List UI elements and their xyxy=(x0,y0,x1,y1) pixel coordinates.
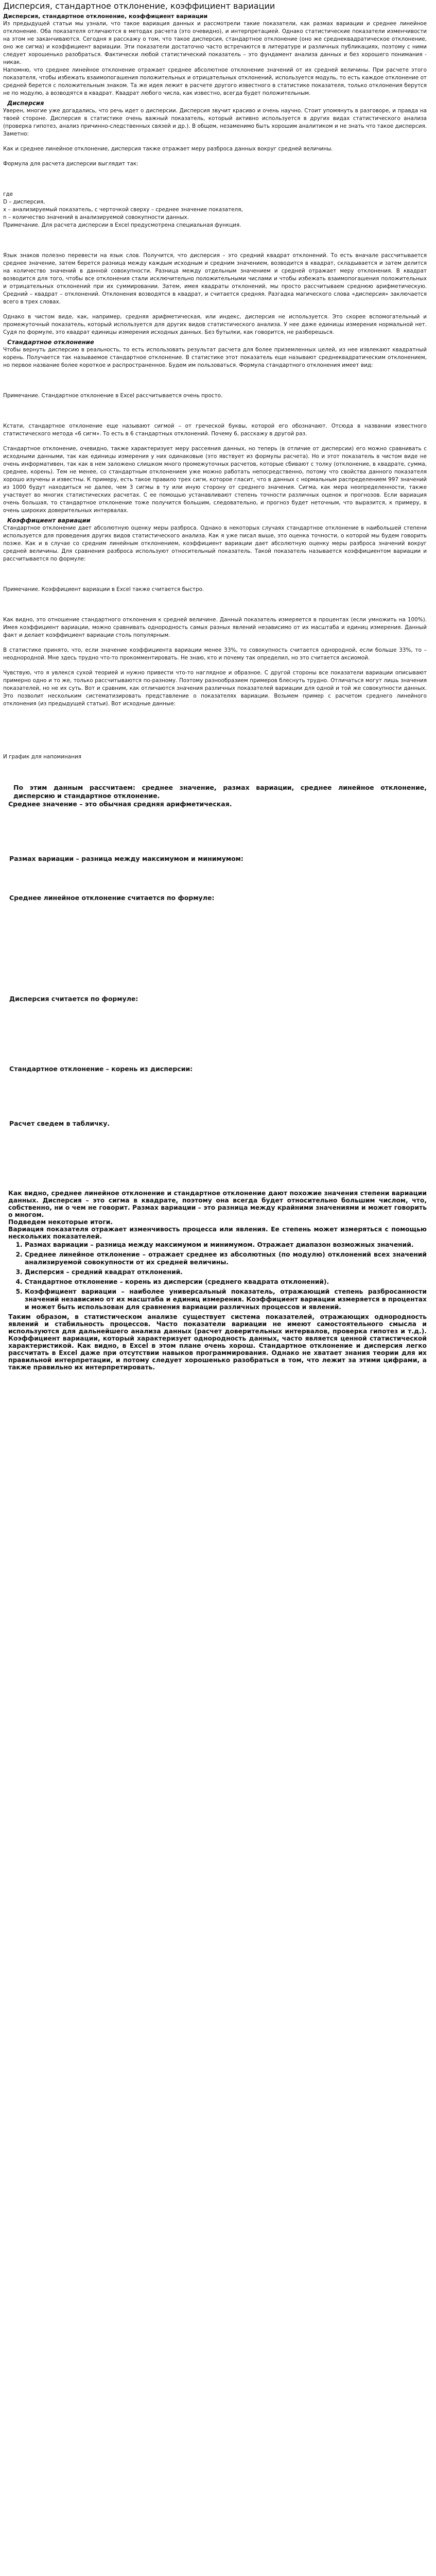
section-main-title: Дисперсия, стандартное отклонение, коэффициент вариации xyxy=(3,13,208,20)
summary-intro: По этим данным рассчитаем: среднее значение, размах вариации, среднее линейное отклонение, дисперсию и стандартное отклонение. xyxy=(13,784,427,800)
summary-table-caption: Расчет сведем в табличку. xyxy=(9,1120,110,1127)
list-item: 2. Среднее линейное отклонение – отражает среднее из абсолютных (по модулю) отклонений всех значений анализируемой совокупности от их средней величины. xyxy=(25,1251,427,1266)
summary-dispersion: Дисперсия считается по формуле: xyxy=(9,995,138,1003)
dispersion-formula-intro: Формула для расчета дисперсии выглядит так: xyxy=(3,161,138,167)
dispersion-paragraph-2: Как и среднее линейное отклонение, дисперсия также отражает меру разброса данных вокруг средней величины. xyxy=(3,146,333,152)
n-definition: n – количество значений в анализируемой совокупности данных. xyxy=(3,214,189,221)
dispersion-paragraph-1: Уверен, многие уже догадались, что речь идет о дисперсии. Дисперсия звучит красиво и очень научно. Стоит упомянуть в разговоре, и правда на твоей стороне. Дисперсия в статистике очень важный показатель, который активно используется в других видах статистического анализа (проверка гипотез, анализ причинно-следственных связей и др.). В общем, незаменимо быть хорошим аналитиком и не знать что такое дисперсия. Заметно: xyxy=(3,108,427,137)
std-heading: Стандартное отклонение xyxy=(7,338,94,346)
final-paragraph: Таким образом, в статистическом анализе существует система показателей, отражающих однородность явлений и стабильность процессов. Часто показатели вариации не имеют самостоятельного смысла и используются для дальнейшего анализа данных (расчет доверительных интервалов, проверка гипотез и т.д.). Коэффициент вариации, который характеризует однородность данных, часто является ценной статистической характеристикой. Как видно, в Excel в этом плане очень хорош. Стандартное отклонение и дисперсия легко рассчитать в Excel даже при отсутствии навыков программирования. Однако не хватает знания теории для их правильной интерпретации, и потому следует хорошенько разобраться в том, что лежит за этими цифрами, а также правильно их интерпретировать. xyxy=(8,1313,427,1371)
variation-measures-list xyxy=(3,1241,427,1311)
cv-heading: Коэффициент вариации xyxy=(7,517,91,524)
std-paragraph-2: Кстати, стандартное отклонение еще называют сигмой – от греческой буквы, которой его обозначают. Отсюда в названии известного статистического метода «6 сигм». То есть в 6 стандартных отклонений. Почему 6, расскажу в другой раз. xyxy=(3,423,427,437)
dispersion-paragraph-5: Однако в чистом виде, как, например, средняя арифметическая, или индекс, дисперсия не используется. Это скорее вспомогательный и промежуточный показатель, который используется для других видов статистического анализа. У нее даже единицы измерения нормальной нет. Судя по формуле, это квадрат единицы измерения исходных данных. Без бутылки, как говорится, не разберешься. xyxy=(3,314,427,335)
list-item: 1. Размах вариации – разница между максимумом и минимумом. Отражает диапазон возможных значений. xyxy=(25,1241,427,1249)
dispersion-excel-note: Примечание. Для расчета дисперсии в Excel предусмотрена специальная функция. xyxy=(3,222,241,228)
conclusion-paragraph-1: Как видно, среднее линейное отклонение и стандартное отклонение дают похожие значения степени вариации данных. Дисперсия – это сигма в квадрате, поэтому она всегда будет относительно большим числом, что, собственно, ни о чем не говорит. Размах вариации – это разница между крайними значениями и может говорить о многом. xyxy=(8,1190,427,1218)
summary-range: Размах вариации – разница между максимумом и минимумом: xyxy=(9,855,243,862)
intro-paragraph-2: Напомню, что среднее линейное отклонение отражает среднее абсолютное отклонение значений от их средней величины. При расчете этого показателя, чтобы избежать взаимопогашения положительных и отрицательных отклонений, используется модуль, то есть каждое отклонение от средней берется с положительным знаком. Та же идея лежит в расчете другого известного в статистике показателя, только отклонения берутся не по модулю, а возводятся в квадрат. Квадрат любого числа, как известно, всегда будет положительным. xyxy=(3,67,427,96)
x-definition: x – анализируемый показатель, с черточкой сверху – среднее значение показателя, xyxy=(3,207,243,213)
list-item: 4. Стандартное отклонение – корень из дисперсии (среднего квадрата отклонений). xyxy=(25,1278,427,1286)
std-paragraph-3: Стандартное отклонение, очевидно, также характеризует меру рассеяния данных, но теперь (в отличие от дисперсии) его можно сравнивать с исходными данными, так как единицы измерения у них одинаковые (это явствует из формулы расчета). Но и этот показатель в чистом виде не очень информативен, так как в нем заложено слишком много промежуточных расчетов, которые сбивают с толку (отклонение, в квадрате, сумма, среднее, корень). Тем не менее, со стандартным отклонением уже можно работать непосредственно, потому что свойства данного показателя хорошо изучены и известны. К примеру, есть такое правило трех сигм, которое гласит, что в данных с нормальным распределением 997 значений из 1000 будут находиться не далее, чем 3 сигмы в ту или иную сторону от среднего значения. Сигма, как мера неопределенности, также участвует во многих статистических расчетах. С ее помощью устанавливают степень точности различных оценок и прогнозов. Если вариация очень большая, то стандартное отклонение тоже получится большим, следовательно, и прогноз будет неточным, что выразится, к примеру, в очень широких доверительных интервалах. xyxy=(3,446,427,514)
cv-paragraph-3: В статистике принято, что, если значение коэффициента вариации менее 33%, то совокупность считается однородной, если больше 33%, то – неоднородной. Мне здесь трудно что-то прокомментировать. Не знаю, кто и почему так определил, но это считается аксиомой. xyxy=(3,647,427,661)
std-paragraph-1: Чтобы вернуть дисперсию в реальность, то есть использовать результат расчета для более приземленных целей, из нее извлекают квадратный корень. Получается так называемое стандартное отклонение. В статистике этот показатель еще называют среднеквадратическим отклонением, но первое название более короткое и распространенное. Будем им пользоваться. Формула стандартного отклонения имеет вид: xyxy=(3,347,427,368)
d-definition: D – дисперсия, xyxy=(3,199,45,205)
std-excel-note: Примечание. Стандартное отклонение в Excel рассчитывается очень просто. xyxy=(3,393,223,399)
cv-paragraph-1: Стандартное отклонение дает абсолютную оценку меры разброса. Однако в некоторых случаях стандартное отклонение в наибольшей степени используется для проведения других видов статистического анализа. Как я уже писал выше, это оценка точности, о которой мы будем говорить позже. Как и в случае со средним линейным отклонением, коэффициент вариации дает абсолютную оценку меры разброса значений вокруг средней величины. Для сравнения разброса используют относительный показатель. Такой показатель называется коэффициентом вариации и рассчитывается по формуле: xyxy=(3,525,427,562)
cv-paragraph-2: Как видно, это отношение стандартного отклонения к средней величине. Данный показатель измеряется в процентах (если умножить на 100%). Имея коэффициент вариации, можно сравнивать однородность самых разных явлений независимо от их масштаба и единиц измерения. Данный факт и делает коэффициент вариации столь популярным. xyxy=(3,617,427,638)
summary-mean: Среднее значение – это обычная средняя арифметическая. xyxy=(8,800,232,808)
conclusion-paragraph-2: Подведем некоторые итоги. xyxy=(8,1218,113,1226)
cv-excel-note: Примечание. Коэффициент вариации в Excel также считается быстро. xyxy=(3,586,204,592)
chart-caption: И график для напоминания xyxy=(3,754,81,760)
conclusion-paragraph-3: Вариация показателя отражает изменчивость процесса или явления. Ее степень может измеряться с помощью нескольких показателей. xyxy=(8,1226,427,1240)
intro-paragraph-1: Из предыдущей статьи мы узнали, что такое вариация данных и рассмотрели такие показатели, как размах вариации и среднее линейное отклонение. Оба показателя отличаются в методах расчета (это очевидно), и интерпретацией. Однако статистические показатели изменчивости на этом не заканчиваются. Сегодня я расскажу о том, что такое дисперсия, стандартное отклонение (оно же среднеквадратическое отклонение, оно же сигма) и коэффициент вариации. Эти показатели достаточно часто встречаются в литературе и различных публикациях, поэтому с ними следует хорошенько разобраться. Фактически любой статистический показатель – это фундамент анализа данных и без хорошего понимания - никак. xyxy=(3,21,427,65)
list-item: 5. Коэффициент вариации – наиболее универсальный показатель, отражающий степень разбросанности значений независимо от их масштаба и единиц измерения. Коэффициент вариации измеряется в процентах и может быть использован для сравнения вариации различных процессов и явлений. xyxy=(25,1288,427,1311)
where-label: где xyxy=(3,191,13,197)
dispersion-heading: Дисперсия xyxy=(7,99,44,107)
summary-std-root: Стандартное отклонение – корень из дисперсии: xyxy=(9,1065,193,1073)
cv-paragraph-4: Чувствую, что я увлекся сухой теорией и нужно привести что-то наглядное и образное. С другой стороны все показатели вариации описывают примерно одно и то же, только рассчитываются по-разному. Поэтому разнообразием примеров блеснуть трудно. Отличаться могут лишь значения показателей, но не их суть. Вот и сравним, как отличаются значения различных показателей вариации для одной и той же совокупности данных. Это позволит нескольким систематизировать представление о показателях вариации. Возьмем пример с расчетом среднего линейного отклонения (из предыдущей статьи). Вот исходные данные: xyxy=(3,670,427,707)
page-title: Дисперсия, стандартное отклонение, коэффициент вариации xyxy=(3,1,275,11)
dispersion-paragraph-4: Язык знаков полезно перевести на язык слов. Получится, что дисперсия – это средний квадрат отклонений. То есть вначале рассчитывается среднее значение, затем берется разница между каждым исходным и средним значением, возводится в квадрат, складывается и затем делится на количество значений в данной совокупности. Разница между отдельным значением и средней отражает меру отклонения. В квадрат возводится для того, чтобы все отклонения стали исключительно положительными числами и чтобы избежать взаимопогашения положительных и отрицательных отклонений при их суммировании. Затем, имея квадраты отклонений, мы просто рассчитываем среднюю арифметическую. Средний – квадрат – отклонений. Отклонения возводятся в квадрат, и считается средняя. Разгадка магического слова «дисперсия» заключается всего в трех словах. xyxy=(3,252,427,305)
list-item: 3. Дисперсия – средний квадрат отклонений. xyxy=(25,1268,427,1276)
summary-mad: Среднее линейное отклонение считается по формуле: xyxy=(9,894,215,902)
